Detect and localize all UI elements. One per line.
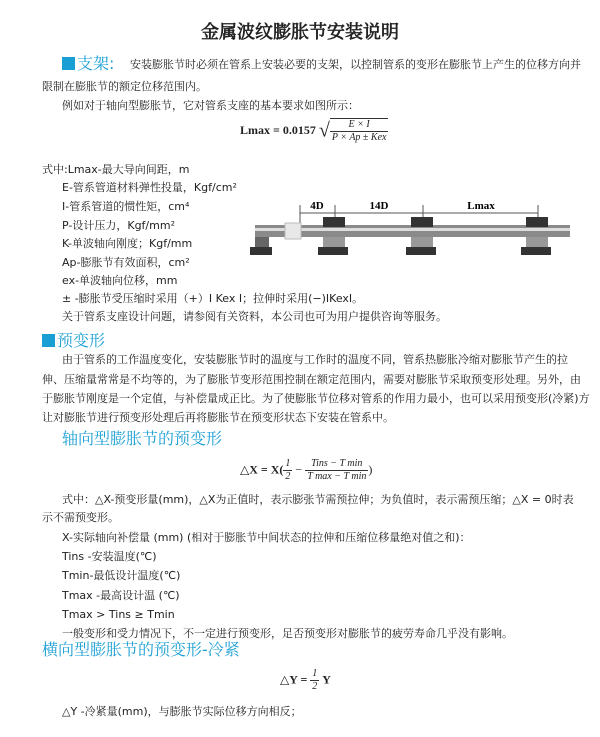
lateral-formula — [280, 668, 331, 693]
half-num: 1 — [312, 668, 318, 679]
axial-formula — [240, 458, 372, 483]
axial-heading: 轴向型膨胀节的预变形 — [62, 429, 223, 448]
axial-line: 一般变形和受力情况下，不一定进行预变形，足否预变形对膨胀节的疲劳寿命几乎没有影响。 — [62, 627, 513, 640]
definition: I-管系管道的惯性矩，cm⁴ — [62, 200, 190, 213]
axial-line: 式中：△X-预变形量(mm)，△X为正值时，表示膨张节需预拉伸；为负值时，表示需预压缩；△X = 0时表 — [62, 493, 574, 506]
predeform-para-line: 由于管系的工作温度变化，安装膨胀节时的温度与工作时的温度不同，管系热膨胀冷缩对膨胀节产生的拉 — [62, 353, 568, 366]
formula-lhs: △X = X( — [240, 462, 284, 477]
definition: ± -膨胀节受压缩时采用（+）I Kex I；拉伸时采用(−)IKexI。 — [62, 292, 364, 305]
formula-lhs: Lmax = 0.0157 — [240, 122, 316, 137]
dim-label-14d: 14D — [369, 200, 389, 212]
axial-line: Tmax -最高设计温 (℃) — [62, 589, 180, 602]
formula-fraction — [330, 118, 389, 144]
lateral-note: △Y -冷紧量(mm)，与膨胀节实际位移方向相反； — [62, 705, 302, 718]
predeform-para-line: 于膨胀节刚度是一个定值，与补偿量成正比。为了使膨胀节位移对管系的作用力最小，也可以采用预变形(冷紧)方 — [42, 392, 590, 405]
dim-label-4d: 4D — [310, 200, 324, 212]
square-bullet-icon — [42, 334, 55, 347]
support-example: 例如对于轴向型膨胀节，它对管系支座的基本要求如图所示： — [62, 99, 359, 112]
lmax-formula — [240, 118, 388, 144]
formula-rhs: Y — [322, 672, 331, 687]
minus-sign: − — [295, 462, 303, 477]
support-intro-line: 限制在膨胀节的额定位移范围内。 — [42, 80, 207, 93]
definition: ex-单波轴向位移，mm — [62, 274, 178, 287]
temp-num: Tins − T min — [305, 458, 368, 471]
predeform-para-line: 让对膨胀节进行预变形处理后再将膨胀节在预变形状态下安装在管系中。 — [42, 411, 394, 424]
predeform-heading — [42, 331, 105, 351]
sqrt-icon: √ — [318, 119, 330, 142]
close-paren: ) — [368, 462, 373, 477]
definition: 式中:Lmax-最大导向间距，m — [42, 163, 190, 176]
axial-line: Tmax > Tins ≥ Tmin — [62, 608, 175, 621]
definition: P-设计压力，Kgf/mm² — [62, 219, 175, 232]
axial-line: Tins -安装温度(℃) — [62, 550, 157, 563]
formula-lhs: △Y = — [280, 672, 308, 687]
pipe-highlight — [255, 228, 570, 231]
axial-line: 示不需预变形。 — [42, 511, 119, 524]
axial-line: X-实际轴向补偿量 (mm) (相对于膨胀节中间状态的拉伸和压缩位移量绝对值之和)： — [62, 531, 471, 544]
formula-denominator: P × Ap ± Kex — [331, 132, 387, 143]
half-num: 1 — [285, 458, 291, 469]
definition: Ap-膨胀节有效面积，cm² — [62, 256, 190, 269]
support-heading-text: 支架: — [77, 54, 115, 73]
lateral-heading: 横向型膨胀节的预变形-冷紧 — [42, 640, 240, 659]
half-den: 2 — [312, 681, 318, 692]
half-den: 2 — [285, 471, 291, 482]
definition: E-管系管道材料弹性投量，Kgf/cm² — [62, 181, 237, 194]
support-intro-line: 安装膨胀节时必须在管系上安装必要的支架，以控制管系的变形在膨胀节上产生的位移方向并 — [130, 58, 581, 71]
dim-label-lmax: Lmax — [467, 200, 495, 212]
half-fraction — [310, 668, 319, 693]
bellows-icon — [285, 223, 301, 239]
predeform-para-line: 伸、压缩量常常是不均等的，为了膨胀节变形范围控制在额定范围内，需要对膨胀节采取预变形处理。另外，由 — [42, 373, 581, 386]
formula-numerator: E × I — [330, 119, 389, 132]
page-title: 金属波纹膨胀节安装说明 — [201, 22, 399, 43]
support-heading — [62, 54, 114, 74]
support-diagram — [245, 195, 575, 275]
axial-line: Tmin-最低设计温度(℃) — [62, 569, 181, 582]
half-fraction — [283, 458, 292, 483]
definition: 关于管系支座设计问题，请参阅有关资料，本公司也可为用户提供咨询等服务。 — [62, 310, 447, 323]
temp-den: T max − T min — [307, 471, 367, 482]
temp-fraction — [305, 458, 368, 483]
definition: K-单波轴向刚度；Kgf/mm — [62, 237, 193, 250]
predeform-heading-text: 预变形 — [57, 331, 106, 350]
square-bullet-icon — [62, 57, 75, 70]
